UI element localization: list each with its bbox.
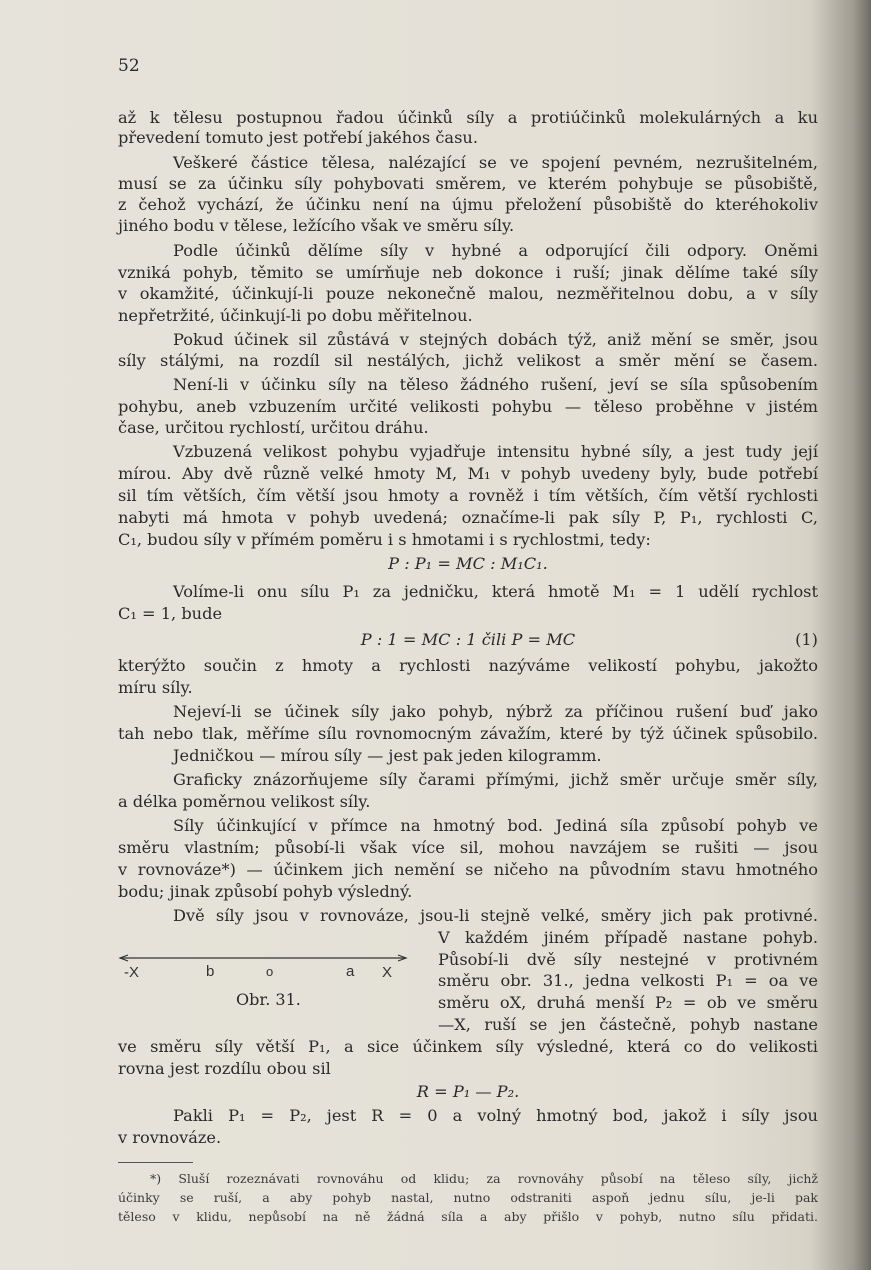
text-line: C₁, budou síly v přímém poměru i s hmotami i s rychlostmi, tedy: [118, 530, 651, 549]
text-line: Působí-li dvě síly nestejné v protivném [438, 950, 818, 969]
text-line: pohybu, aneb vzbuzením určité velikosti pohybu — těleso proběhne v jistém [118, 397, 818, 416]
text-line: Volíme-li onu sílu P₁ za jedničku, která hmotě M₁ = 1 udělí rychlost [173, 582, 818, 601]
text-line: kterýžto součin z hmoty a rychlosti nazýváme velikostí pohybu, jakožto [118, 656, 818, 675]
text-line: Veškeré částice tělesa, nalézající se ve spojení pevném, nezrušitelném, [173, 153, 818, 172]
text-line: Podle účinků dělíme síly v hybné a odporující čili odpory. Oněmi [173, 241, 818, 260]
text-line: z čehož vychází, že účinku není na újmu přeložení působiště do kteréhokoliv [118, 195, 818, 214]
page-number: 52 [118, 56, 140, 76]
text-line: ve směru síly větší P₁, a sice účinkem síly výsledné, která co do velikosti [118, 1037, 818, 1056]
text-line: C₁ = 1, bude [118, 604, 223, 623]
text-line: vzniká pohyb, těmito se umírňuje neb dokonce i ruší; jinak dělíme také síly [118, 263, 818, 282]
footnote-line: těleso v klidu, nepůsobí na ně žádná síla a aby přišlo v pohyb, nutno sílu přidati. [118, 1209, 818, 1224]
text-line: Není-li v účinku síly na těleso žádného rušení, jeví se síla spůsobením [173, 375, 818, 394]
text-line: Pakli P₁ = P₂, jest R = 0 a volný hmotný bod, jakož i síly jsou [173, 1106, 818, 1125]
force-diagram [118, 950, 408, 1020]
text-line: v rovnováze. [118, 1128, 222, 1147]
equation: P : 1 = MC : 1 čili P = MC [360, 630, 576, 649]
text-line: nepřetržité, účinkují-li po dobu měřitelnou. [118, 306, 473, 325]
text-line: síly stálými, na rozdíl sil nestálých, jichž velikost a směr mění se časem. [118, 351, 818, 370]
label-x: X [382, 964, 393, 981]
text-line: převedení tomuto jest potřebí jakéhos času. [118, 128, 478, 147]
label-o: o [266, 964, 274, 979]
text-line: směru oX, druhá menší P₂ = ob ve směru [438, 993, 818, 1012]
footnote-divider [118, 1162, 193, 1163]
footnote-line: *) Sluší rozeznávati rovnováhu od klidu; za rovnováhy působí na těleso síly, jichž [150, 1171, 818, 1186]
equation: P : P₁ = MC : M₁C₁. [388, 554, 548, 573]
text-line: Dvě síly jsou v rovnováze, jsou-li stejně velké, směry jich pak protivné. [173, 906, 818, 925]
text-line: musí se za účinku síly pohybovati směrem, ve kterém pohybuje se působiště, [118, 174, 818, 193]
text-line: míru síly. [118, 678, 193, 697]
text-line: rovna jest rozdílu obou sil [118, 1059, 331, 1078]
text-line: Síly účinkující v přímce na hmotný bod. Jediná síla způsobí pohyb ve [173, 816, 818, 835]
text-line: bodu; jinak způsobí pohyb výsledný. [118, 882, 413, 901]
text-line: Vzbuzená velikost pohybu vyjadřuje intensitu hybné síly, a jest tudy její [173, 442, 818, 461]
text-line: a délka poměrnou velikost síly. [118, 792, 371, 811]
label-b: b [206, 963, 215, 980]
text-line: Graficky znázorňujeme síly čarami přímými, jichž směr určuje směr síly, [173, 770, 818, 789]
text-line: V každém jiném případě nastane pohyb. [438, 928, 818, 947]
text-line: Pokud účinek sil zůstává v stejných dobách týž, aniž mění se směr, jsou [173, 330, 818, 349]
equation: R = P₁ — P₂. [416, 1082, 520, 1101]
text-line: směru vlastním; působí-li však více sil, mohou navzájem se rušiti — jsou [118, 838, 818, 857]
text-line: tah nebo tlak, měříme sílu rovnomocným závažím, které by týž účinek spůsobilo. [118, 724, 818, 743]
text-line: čase, určitou rychlostí, určitou dráhu. [118, 418, 429, 437]
equation-number: (1) [795, 630, 818, 649]
text-line: jiného bodu v tělese, ležícího však ve směru síly. [118, 216, 515, 235]
text-line: Nejeví-li se účinek síly jako pohyb, nýbrž za příčinou rušení buď jako [173, 702, 818, 721]
footnote-line: účinky se ruší, a aby pohyb nastal, nutno odstraniti aspoň jednu sílu, je-li pak [118, 1190, 818, 1205]
label-minus-x: -X [124, 964, 139, 981]
text-line: nabyti má hmota v pohyb uvedená; označíme-li pak síly P, P₁, rychlosti C, [118, 508, 818, 527]
text-line: v okamžité, účinkují-li pouze nekonečně malou, nezměřitelnou dobu, a v síly [118, 284, 818, 303]
text-line: sil tím větších, čím větší jsou hmoty a rovněž i tím větších, čím větší rychlosti [118, 486, 818, 505]
figure-caption: Obr. 31. [236, 990, 301, 1009]
text-line: mírou. Aby dvě různě velké hmoty M, M₁ v pohyb uvedeny byly, bude potřebí [118, 464, 818, 483]
text-line: směru obr. 31., jedna velkosti P₁ = oa ve [438, 971, 818, 990]
text-line: —X, ruší se jen částečně, pohyb nastane [438, 1015, 818, 1034]
text-line: Jedničkou — mírou síly — jest pak jeden kilogramm. [173, 746, 602, 765]
text-line: v rovnováze*) — účinkem jich nemění se ničeho na původním stavu hmotného [118, 860, 818, 879]
text-line: až k tělesu postupnou řadou účinků síly a protiúčinků molekulárných a ku [118, 108, 818, 127]
label-a: a [346, 963, 355, 980]
